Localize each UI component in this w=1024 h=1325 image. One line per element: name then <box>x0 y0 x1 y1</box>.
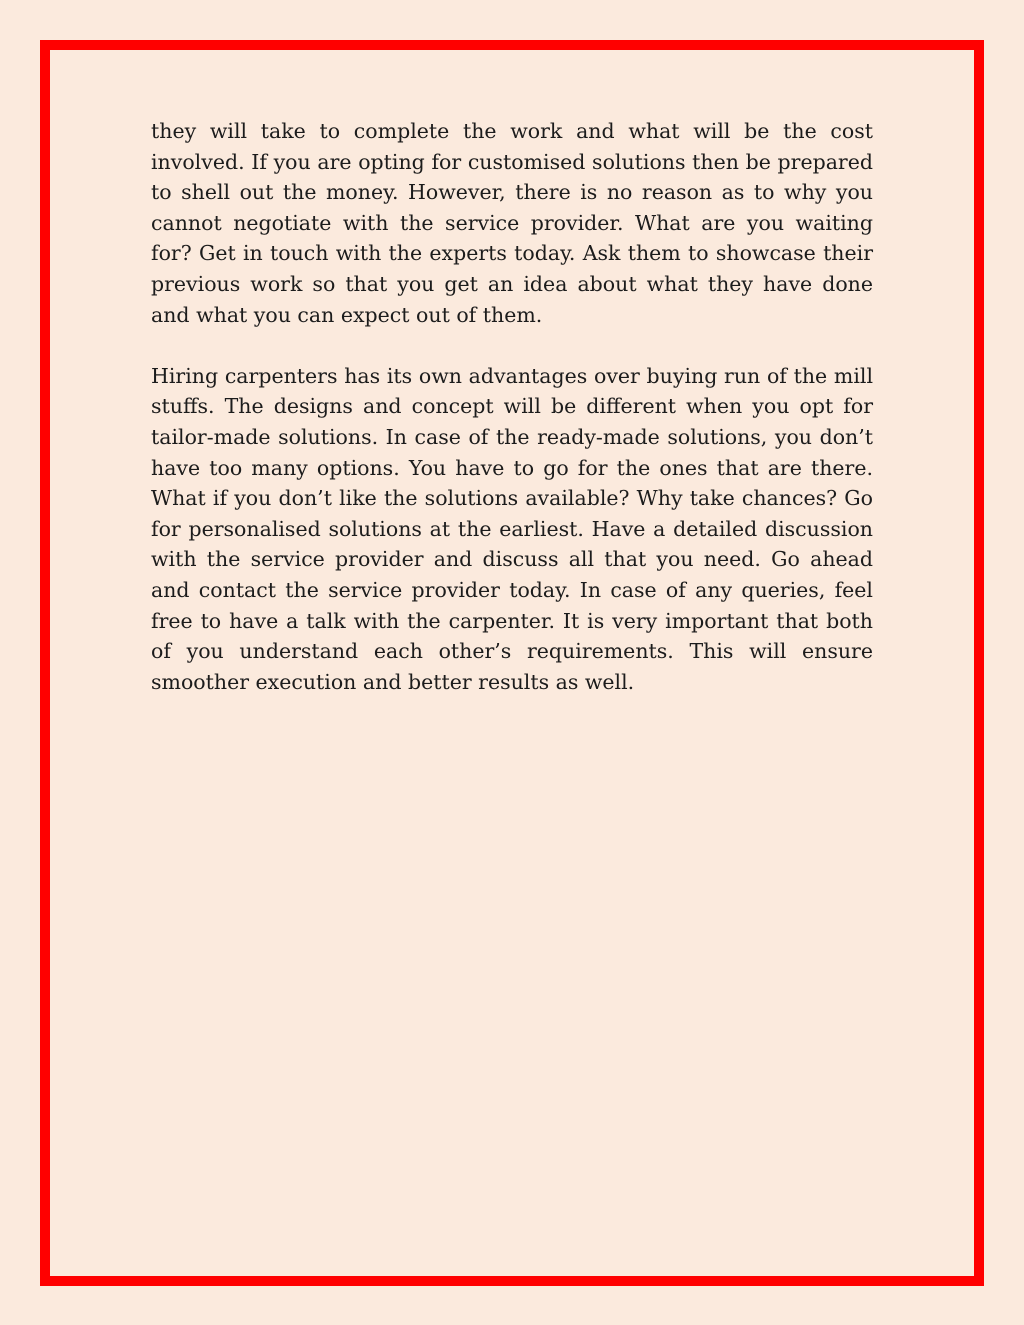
paragraph-2: Hiring carpenters has its own advantages over buying run of the mill stuffs. The designs and concept will be different when you opt for tailor-made solutions. In case of the ready-made solutions, you don’t have too many options. You have to go for the ones that are there. What if you don’t like the solutions available? Why take chances? Go for personalised solutions at the earliest. Have a detailed discussion with the service provider and discuss all that you need. Go ahead and contact the service provider today. In case of any queries, feel free to have a talk with the carpenter. It is very important that both of you understand each other’s requirements. This will ensure smoother execution and better results as well. <box>151 363 873 694</box>
document-body <box>151 116 873 728</box>
paragraph-1: they will take to complete the work and what will be the cost involved. If you are opting for customised solutions then be prepared to shell out the money. However, there is no reason as to why you cannot negotiate with the service provider. What are you waiting for? Get in touch with the experts today. Ask them to showcase their previous work so that you get an idea about what they have done and what you can expect out of them. <box>151 119 873 327</box>
